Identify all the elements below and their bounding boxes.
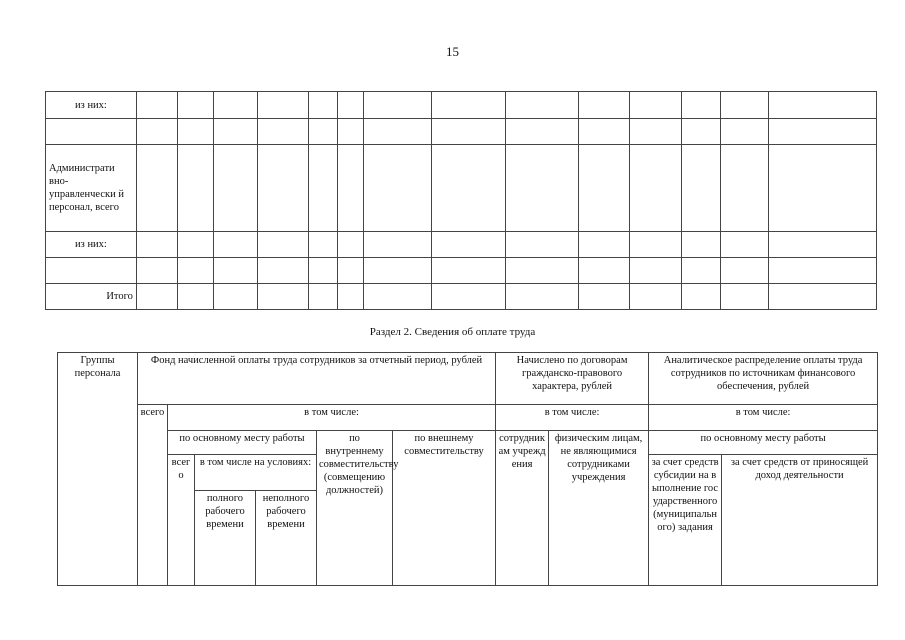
header-including-conditions: в том числе на условиях: bbox=[195, 455, 317, 491]
table-cell[interactable] bbox=[257, 119, 308, 145]
table-cell[interactable] bbox=[682, 119, 721, 145]
table-cell[interactable] bbox=[177, 232, 213, 258]
table-cell[interactable] bbox=[213, 258, 257, 284]
table-cell[interactable] bbox=[363, 119, 431, 145]
table-cell[interactable] bbox=[337, 92, 363, 119]
row-label bbox=[46, 119, 137, 145]
table-cell[interactable] bbox=[337, 258, 363, 284]
table-cell[interactable] bbox=[768, 145, 876, 232]
table-cell[interactable] bbox=[432, 92, 506, 119]
table-row bbox=[46, 258, 877, 284]
table-row bbox=[46, 145, 877, 232]
table-cell[interactable] bbox=[682, 145, 721, 232]
table-cell[interactable] bbox=[505, 258, 578, 284]
header-subsidy: за счет средств субсидии на выполнение государственного (муниципального) задания bbox=[649, 455, 722, 586]
table-cell[interactable] bbox=[720, 284, 768, 310]
table-cell[interactable] bbox=[363, 145, 431, 232]
row-label bbox=[46, 258, 137, 284]
table-cell[interactable] bbox=[136, 232, 177, 258]
table-cell[interactable] bbox=[629, 232, 681, 258]
row-label: из них: bbox=[46, 92, 137, 119]
header-total: всего bbox=[138, 405, 168, 586]
table-cell[interactable] bbox=[213, 145, 257, 232]
table-cell[interactable] bbox=[363, 92, 431, 119]
table-cell[interactable] bbox=[257, 284, 308, 310]
table-cell[interactable] bbox=[213, 284, 257, 310]
header-total-2: всего bbox=[168, 455, 195, 586]
table-cell[interactable] bbox=[768, 92, 876, 119]
table-cell[interactable] bbox=[629, 92, 681, 119]
header-internal-combining: по внутреннему совместительству (совмещению должностей) bbox=[317, 431, 393, 586]
header-civil-contracts: Начислено по договорам гражданско-правового характера, рублей bbox=[496, 353, 649, 405]
table-cell[interactable] bbox=[720, 92, 768, 119]
header-wage-fund: Фонд начисленной оплаты труда сотрудников за отчетный период, рублей bbox=[138, 353, 496, 405]
table-cell[interactable] bbox=[505, 284, 578, 310]
table-cell[interactable] bbox=[432, 258, 506, 284]
table-cell[interactable] bbox=[720, 119, 768, 145]
row-label: из них: bbox=[46, 232, 137, 258]
table-cell[interactable] bbox=[309, 92, 338, 119]
table-row bbox=[46, 119, 877, 145]
table-cell[interactable] bbox=[257, 92, 308, 119]
table-cell[interactable] bbox=[177, 284, 213, 310]
row-label: Администрати вно-управленчески й персонал, всего bbox=[46, 145, 137, 232]
table-cell[interactable] bbox=[257, 145, 308, 232]
staff-table-continued bbox=[45, 91, 877, 310]
table-cell[interactable] bbox=[505, 119, 578, 145]
table-cell[interactable] bbox=[682, 232, 721, 258]
header-analytic-distribution: Аналитическое распределение оплаты труда сотрудников по источникам финансового обеспечения, рублей bbox=[649, 353, 878, 405]
table-cell[interactable] bbox=[720, 232, 768, 258]
table-cell[interactable] bbox=[768, 284, 876, 310]
table-cell[interactable] bbox=[432, 145, 506, 232]
table-cell[interactable] bbox=[768, 119, 876, 145]
table-cell[interactable] bbox=[578, 258, 629, 284]
table-cell[interactable] bbox=[309, 232, 338, 258]
table-cell[interactable] bbox=[309, 145, 338, 232]
table-cell[interactable] bbox=[432, 284, 506, 310]
table-cell[interactable] bbox=[682, 92, 721, 119]
table-cell[interactable] bbox=[257, 232, 308, 258]
table-cell[interactable] bbox=[309, 284, 338, 310]
table-cell[interactable] bbox=[768, 258, 876, 284]
header-personnel-groups: Группы персонала bbox=[58, 353, 138, 586]
header-external-combining: по внешнему совместительству bbox=[393, 431, 496, 586]
table-cell[interactable] bbox=[505, 92, 578, 119]
table-cell[interactable] bbox=[213, 232, 257, 258]
header-including-2: в том числе: bbox=[496, 405, 649, 431]
table-row bbox=[46, 232, 877, 258]
table-cell[interactable] bbox=[337, 284, 363, 310]
header-full-time: полного рабочего времени bbox=[195, 491, 256, 586]
header-including-3: в том числе: bbox=[649, 405, 878, 431]
table-cell[interactable] bbox=[309, 258, 338, 284]
table-cell[interactable] bbox=[578, 92, 629, 119]
table-cell[interactable] bbox=[309, 119, 338, 145]
row-label: Итого bbox=[46, 284, 137, 310]
wage-info-table bbox=[57, 352, 878, 586]
header-income-activity: за счет средств от приносящей доход деятельности bbox=[722, 455, 878, 586]
page-number: 15 bbox=[446, 44, 459, 59]
header-including-1: в том числе: bbox=[168, 405, 496, 431]
table-cell[interactable] bbox=[629, 145, 681, 232]
header-to-individuals: физическим лицам, не являющимися сотрудниками учреждения bbox=[549, 431, 649, 586]
table-cell[interactable] bbox=[682, 284, 721, 310]
table-cell[interactable] bbox=[337, 145, 363, 232]
table-cell[interactable] bbox=[578, 119, 629, 145]
table-cell[interactable] bbox=[177, 258, 213, 284]
table-row bbox=[46, 284, 877, 310]
table-cell[interactable] bbox=[177, 92, 213, 119]
table-cell[interactable] bbox=[720, 258, 768, 284]
header-main-workplace: по основному месту работы bbox=[168, 431, 317, 455]
section-2-title: Раздел 2. Сведения об оплате труда bbox=[369, 326, 536, 338]
table-cell[interactable] bbox=[136, 145, 177, 232]
table-cell[interactable] bbox=[720, 145, 768, 232]
table-cell[interactable] bbox=[337, 232, 363, 258]
header-part-time: неполного рабочего времени bbox=[256, 491, 317, 586]
table-cell[interactable] bbox=[136, 258, 177, 284]
header-to-employees: сотрудникам учреждения bbox=[496, 431, 549, 586]
table-cell[interactable] bbox=[363, 258, 431, 284]
table-cell[interactable] bbox=[629, 284, 681, 310]
table-cell[interactable] bbox=[432, 119, 506, 145]
table-cell[interactable] bbox=[177, 119, 213, 145]
table-cell[interactable] bbox=[578, 284, 629, 310]
table-cell[interactable] bbox=[363, 232, 431, 258]
table-cell[interactable] bbox=[578, 232, 629, 258]
table-cell[interactable] bbox=[768, 232, 876, 258]
table-cell[interactable] bbox=[213, 92, 257, 119]
table-cell[interactable] bbox=[136, 92, 177, 119]
table-cell[interactable] bbox=[177, 145, 213, 232]
table-cell[interactable] bbox=[136, 284, 177, 310]
table-cell[interactable] bbox=[505, 145, 578, 232]
table-cell[interactable] bbox=[505, 232, 578, 258]
table-cell[interactable] bbox=[578, 145, 629, 232]
table-cell[interactable] bbox=[629, 258, 681, 284]
table-row bbox=[46, 92, 877, 119]
table-cell[interactable] bbox=[337, 119, 363, 145]
table-cell[interactable] bbox=[629, 119, 681, 145]
header-main-workplace-2: по основному месту работы bbox=[649, 431, 878, 455]
table-cell[interactable] bbox=[213, 119, 257, 145]
table-cell[interactable] bbox=[682, 258, 721, 284]
table-cell[interactable] bbox=[363, 284, 431, 310]
table-cell[interactable] bbox=[257, 258, 308, 284]
table-cell[interactable] bbox=[432, 232, 506, 258]
table-cell[interactable] bbox=[136, 119, 177, 145]
